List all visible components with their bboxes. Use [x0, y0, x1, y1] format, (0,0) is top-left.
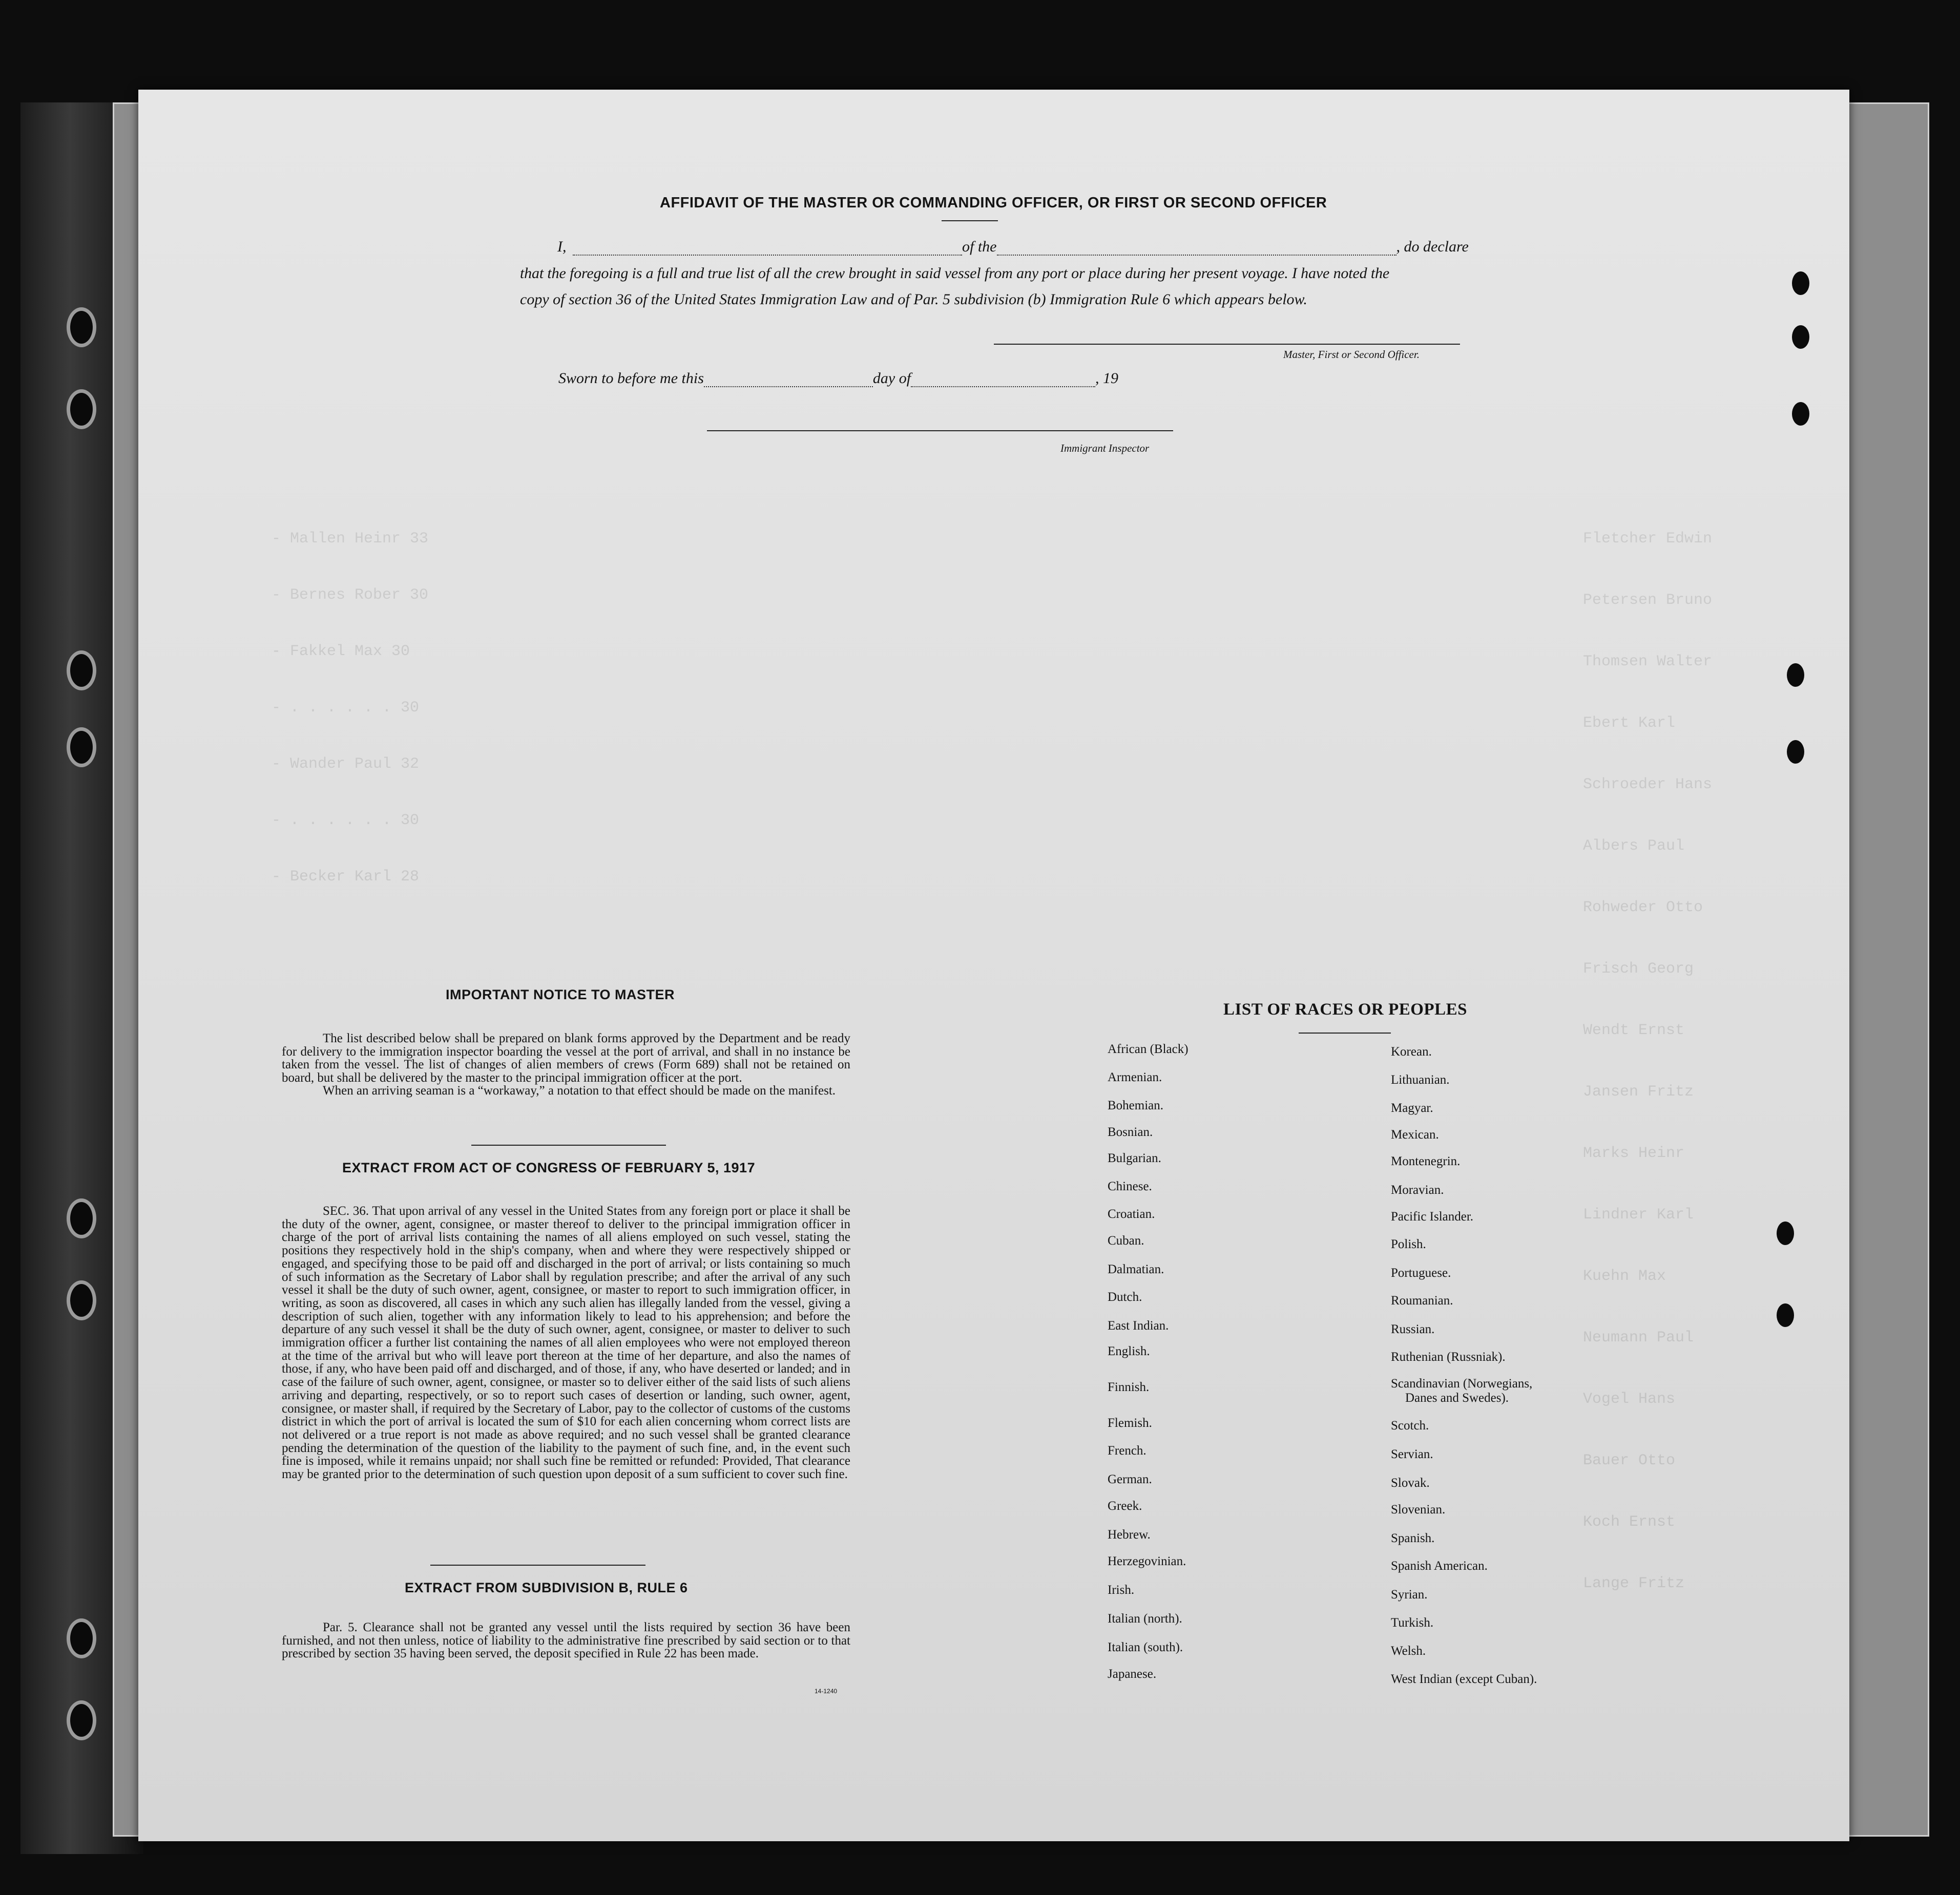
- race-item: Bohemian.: [1108, 1099, 1164, 1112]
- race-item: Slovenian.: [1391, 1503, 1446, 1517]
- affidavit-line-3: copy of section 36 of the United States Immigration Law and of Par. 5 subdivision (b) Immigration Rule 6 which appears below.: [520, 291, 1307, 308]
- race-item: Danes and Swedes).: [1405, 1391, 1509, 1405]
- race-item: Irish.: [1108, 1583, 1135, 1597]
- act-rule: [430, 1565, 645, 1566]
- binder-hole-2: [67, 389, 96, 429]
- race-item: Armenian.: [1108, 1070, 1162, 1084]
- race-item: Scandinavian (Norwegians,: [1391, 1377, 1533, 1391]
- binder-hole-8: [67, 1700, 96, 1740]
- race-item: Herzegovinian.: [1108, 1554, 1186, 1568]
- binder-hole-3: [67, 650, 96, 690]
- race-item: Korean.: [1391, 1045, 1432, 1059]
- race-item: Hebrew.: [1108, 1528, 1151, 1542]
- race-item: Dutch.: [1108, 1290, 1142, 1304]
- do-declare-label: , do declare: [1396, 238, 1469, 255]
- race-item: African (Black): [1108, 1042, 1188, 1056]
- race-item: Moravian.: [1391, 1183, 1444, 1197]
- master-signature-caption: Master, First or Second Officer.: [1283, 348, 1420, 361]
- sworn-day-field[interactable]: [704, 372, 873, 387]
- inspector-caption: Immigrant Inspector: [1060, 442, 1150, 454]
- race-item: Portuguese.: [1391, 1266, 1451, 1280]
- race-item: Servian.: [1391, 1447, 1433, 1461]
- race-item: Flemish.: [1108, 1416, 1152, 1430]
- race-item: Pacific Islander.: [1391, 1210, 1474, 1224]
- race-item: Cuban.: [1108, 1234, 1144, 1248]
- race-item: Ruthenian (Russniak).: [1391, 1350, 1506, 1364]
- i-label: I,: [557, 238, 567, 255]
- notice-title: IMPORTANT NOTICE TO MASTER: [446, 987, 675, 1002]
- rule6-paragraph: Par. 5. Clearance shall not be granted any vessel until the lists required by section 36 have been furnished, and not then unless, notice of liability to the administrative fine prescribed by said section or to that prescribed by section 35 having been served, the deposit specified in Rule 22 has been made.: [282, 1620, 850, 1660]
- race-item: Italian (north).: [1108, 1612, 1182, 1626]
- race-item: English.: [1108, 1344, 1150, 1358]
- act-body: [282, 1205, 850, 1481]
- inspector-signature-line[interactable]: [707, 430, 1173, 431]
- race-item: Spanish American.: [1391, 1559, 1488, 1573]
- race-item: Bosnian.: [1108, 1125, 1153, 1139]
- race-item: Finnish.: [1108, 1380, 1150, 1394]
- race-item: Greek.: [1108, 1499, 1142, 1513]
- race-item: Croatian.: [1108, 1207, 1155, 1221]
- punch-hole-2: [1792, 325, 1809, 349]
- race-item: Montenegrin.: [1391, 1154, 1461, 1168]
- race-item: Lithuanian.: [1391, 1073, 1450, 1087]
- race-item: French.: [1108, 1444, 1146, 1458]
- affidavit-title: AFFIDAVIT OF THE MASTER OR COMMANDING OFFICER, OR FIRST OR SECOND OFFICER: [660, 195, 1327, 211]
- sworn-month-field[interactable]: [911, 372, 1095, 387]
- race-item: Chinese.: [1108, 1180, 1152, 1193]
- race-item: Spanish.: [1391, 1531, 1435, 1545]
- binder-hole-7: [67, 1618, 96, 1658]
- race-item: Magyar.: [1391, 1101, 1433, 1115]
- notice-rule: [471, 1145, 666, 1146]
- manifest-page: [138, 90, 1849, 1841]
- affidavit-line-2: that the foregoing is a full and true list of all the crew brought in said vessel from any port or place during her present voyage. I have noted the: [520, 265, 1390, 282]
- affidavit-title-rule: [942, 220, 998, 221]
- sworn-label: Sworn to before me this: [558, 370, 704, 387]
- rule6-title: EXTRACT FROM SUBDIVISION B, RULE 6: [405, 1580, 688, 1595]
- day-of-label: day of: [872, 370, 911, 387]
- binder-hole-6: [67, 1280, 96, 1320]
- notice-paragraph-2: When an arriving seaman is a “workaway,” a notation to that effect should be made on the manifest.: [323, 1084, 836, 1098]
- race-item: Mexican.: [1391, 1128, 1439, 1142]
- binder-hole-5: [67, 1198, 96, 1238]
- races-title-rule: [1299, 1033, 1391, 1034]
- punch-hole-3: [1792, 402, 1809, 426]
- race-item: West Indian (except Cuban).: [1391, 1672, 1537, 1686]
- race-item: Italian (south).: [1108, 1640, 1183, 1654]
- punch-hole-1: [1792, 271, 1809, 295]
- race-item: Bulgarian.: [1108, 1151, 1161, 1165]
- act-title: EXTRACT FROM ACT OF CONGRESS OF FEBRUARY 5, 1917: [342, 1160, 756, 1175]
- race-item: Turkish.: [1391, 1616, 1434, 1630]
- rule6-body: [282, 1621, 850, 1660]
- race-item: Polish.: [1391, 1237, 1426, 1251]
- race-item: Japanese.: [1108, 1667, 1157, 1681]
- name-field[interactable]: [573, 240, 962, 256]
- affidavit-line-1: [557, 238, 1469, 256]
- race-item: Roumanian.: [1391, 1294, 1453, 1308]
- bleed-through-text: - Mallen Heinr 33 - Bernes Rober 30 - Fakkel Max 30 - . . . . . . 30 - Wander Paul 32 - . . . . . . 30 - Becker Karl 28 Fletcher Edwin Petersen Bruno Thomsen Walter Ebert Karl Schroeder Hans Albers Paul Rohweder Otto Frisch Georg Wendt Ernst Jansen Fritz Marks Heinr Lindner Karl Kuehn Max Neumann Paul Vogel Hans Bauer Otto Koch Ernst Lange Fritz: [272, 530, 1713, 1592]
- notice-paragraph-1: The list described below shall be prepared on blank forms approved by the Department and be ready for delivery to the immigration inspector boarding the vessel at the port of arrival, and shall in no instance be taken from the vessel. The list of changes of alien members of crews (Form 689) shall not be retained on board, but shall be delivered by the master to the principal immigration officer at the port.: [282, 1031, 850, 1085]
- race-item: East Indian.: [1108, 1319, 1169, 1333]
- of-the-label: of the: [962, 238, 997, 255]
- master-signature-line[interactable]: [994, 344, 1460, 345]
- race-item: Welsh.: [1391, 1644, 1426, 1658]
- notice-body: [282, 1032, 850, 1098]
- race-item: Scotch.: [1391, 1419, 1429, 1433]
- race-item: Dalmatian.: [1108, 1262, 1164, 1276]
- races-title: LIST OF RACES OR PEOPLES: [1223, 1000, 1467, 1019]
- binder-hole-4: [67, 727, 96, 767]
- race-item: Russian.: [1391, 1322, 1435, 1336]
- race-item: Slovak.: [1391, 1476, 1430, 1490]
- act-section-36: SEC. 36. That upon arrival of any vessel in the United States from any foreign port or place it shall be the duty of the owner, agent, consignee, or master thereof to deliver to the principal immigration officer in charge of the port of arrival lists containing the names of all aliens employed on such vessel, stating the positions they respectively hold in the ship's company, when and where they were respectively shipped or engaged, and specifying those to be paid off and discharged in the port of arrival; or lists containing so much of such information as the Secretary of Labor shall by regulation prescribe; and after the arrival of any such vessel it shall be the duty of such owner, agent, consignee, or master to report to such immigration officer, in writing, as soon as discovered, all cases in which any such alien has illegally landed from the vessel, giving a description of such alien, together with any information likely to lead to his apprehension; and before the departure of any such vessel it shall be the duty of such owner, agent, consignee, or master to deliver to such immigration officer a further list containing the names of all alien employees who were not employed thereon at the time of the arrival but who will leave port thereon at the time of her departure, and also the names of those, if any, who have been paid off and discharged, and of those, if any, who have deserted or landed; and in case of the failure of such owner, agent, consignee, or master so to deliver either of the said lists of such aliens arriving and departing, respectively, or so to report such cases of desertion or landing, such owner, agent, consignee, or master shall, if required by the Secretary of Labor, pay to the collector of customs of the customs district in which the port of arrival is located the sum of $10 for each alien concerning whom correct lists are not delivered or a true report is not made as above required; and no such vessel shall be granted clearance pending the determination of the question of the liability to the payment of such fine, and, in the event such fine is imposed, while it remains unpaid; nor shall such fine be remitted or refunded: Provided, That clearance may be granted prior to the determination of such question upon deposit of a sum sufficient to cover such fine.: [282, 1204, 850, 1482]
- race-item: German.: [1108, 1472, 1152, 1486]
- race-item: Syrian.: [1391, 1588, 1428, 1602]
- binder-hole-1: [67, 307, 96, 347]
- year-label: , 19: [1095, 370, 1119, 387]
- form-number: 14-1240: [815, 1688, 838, 1695]
- vessel-field[interactable]: [997, 240, 1396, 256]
- sworn-line: [558, 370, 1118, 387]
